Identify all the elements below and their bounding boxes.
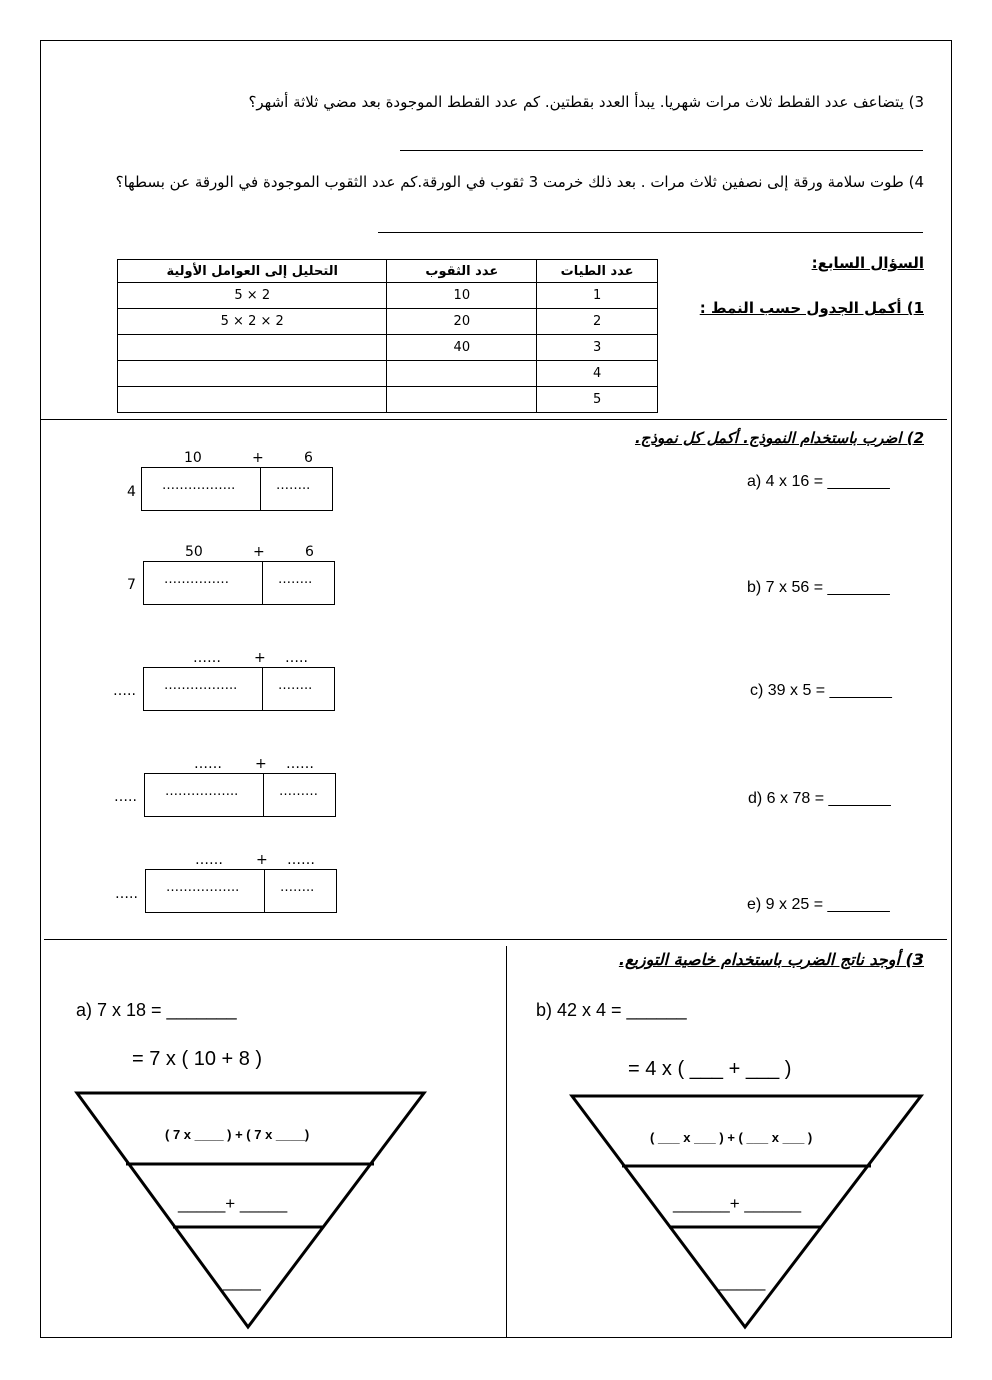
model-side: 4 <box>127 484 136 500</box>
question-2-title: 2) اضرب باستخدام النموذج. أكمل كل نموذج. <box>634 429 924 447</box>
cell-folds: 2 <box>537 309 658 335</box>
model-equation[interactable]: b) 7 x 56 = _______ <box>747 579 890 596</box>
model-cell-left[interactable]: …………….. <box>166 880 240 895</box>
distribution-b-row-3[interactable]: _____ <box>718 1272 766 1291</box>
model-side[interactable]: ….. <box>115 886 138 902</box>
model-plus: + <box>256 852 268 868</box>
distribution-b-row-2[interactable]: ______+ ______ <box>673 1194 802 1213</box>
question-3b-title: 3) أوجد ناتج الضرب باستخدام خاصية التوزيع. <box>618 950 924 969</box>
distribution-b-step[interactable]: = 4 x ( ___ + ___ ) <box>628 1058 792 1080</box>
model-cell-left[interactable]: …………….. <box>164 678 238 693</box>
model-equation[interactable]: e) 9 x 25 = _______ <box>747 896 890 913</box>
model-cell-right[interactable]: ……… <box>279 784 318 799</box>
distribution-a-row-1[interactable]: ( 7 x ____ ) + ( 7 x ____) <box>165 1127 310 1142</box>
cell-holes: 10 <box>387 283 537 309</box>
distribution-b-equation[interactable]: b) 42 x 4 = ______ <box>536 1000 687 1020</box>
cell-factorization: 2 × 2 × 5 <box>118 309 387 335</box>
model-top-left[interactable]: …… <box>195 852 223 868</box>
model-cell-right[interactable]: …….. <box>280 880 315 895</box>
model-plus: + <box>254 650 266 666</box>
cell-folds: 3 <box>537 335 658 361</box>
question-4-text: 4) طوت سلامة ورقة إلى نصفين ثلاث مرات . بعد ذلك خرمت 3 ثقوب في الورقة.كم عدد الثقوب الموجودة في الورقة عن بسطها؟ <box>115 173 924 191</box>
model-side[interactable]: ….. <box>113 683 136 699</box>
distribution-a-equation[interactable]: a) 7 x 18 = _______ <box>76 1000 237 1020</box>
model-top-right: 6 <box>305 544 314 560</box>
model-top-right[interactable]: …… <box>287 852 315 868</box>
model-top-right[interactable]: ….. <box>285 650 308 666</box>
model-top-left[interactable]: …… <box>194 756 222 772</box>
model-equation[interactable]: d) 6 x 78 = _______ <box>748 790 891 807</box>
question-3-text: 3) يتضاعف عدد القطط ثلاث مرات شهريا. يبدأ العدد بقطتين. كم عدد القطط الموجودة بعد مضي ثلاثة أشهر؟ <box>248 93 924 111</box>
distribution-a-row-3[interactable]: ____ <box>223 1272 261 1291</box>
cell-folds: 5 <box>537 387 658 413</box>
cell-factorization: 2 × 5 <box>118 283 387 309</box>
model-side[interactable]: ….. <box>114 789 137 805</box>
cell-holes: 40 <box>387 335 537 361</box>
model-equation[interactable]: a) 4 x 16 = _______ <box>747 473 890 490</box>
header-folds: عدد الطيات <box>537 260 658 283</box>
model-top-right[interactable]: …… <box>286 756 314 772</box>
model-cell-right[interactable]: …….. <box>278 572 313 587</box>
model-cell-right[interactable]: …….. <box>278 678 313 693</box>
cell-folds: 4 <box>537 361 658 387</box>
section-7-question-1: 1) أكمل الجدول حسب النمط : <box>699 299 924 317</box>
model-equation[interactable]: c) 39 x 5 = _______ <box>750 682 892 699</box>
model-plus: + <box>253 544 265 560</box>
model-top-left[interactable]: …… <box>193 650 221 666</box>
distribution-a-step: = 7 x ( 10 + 8 ) <box>132 1048 263 1070</box>
model-cell-left[interactable]: …………….. <box>165 784 239 799</box>
model-top-left: 10 <box>184 450 202 466</box>
header-factorization: التحليل إلى العوامل الأولية <box>118 260 387 283</box>
model-cell-left[interactable]: …………… <box>164 572 229 587</box>
model-side: 7 <box>127 577 136 593</box>
model-cell-left[interactable]: …………….. <box>162 478 236 493</box>
cell-folds: 1 <box>537 283 658 309</box>
distribution-a-row-2[interactable]: _____+ _____ <box>178 1194 288 1213</box>
model-plus: + <box>252 450 264 466</box>
model-top-right: 6 <box>304 450 313 466</box>
cell-holes: 20 <box>387 309 537 335</box>
section-7-title: السؤال السابع: <box>811 254 924 272</box>
model-plus: + <box>255 756 267 772</box>
model-cell-right[interactable]: …….. <box>276 478 311 493</box>
distribution-b-row-1[interactable]: ( ___ x ___ ) + ( ___ x ___ ) <box>650 1130 813 1145</box>
model-top-left: 50 <box>185 544 203 560</box>
header-holes: عدد الثقوب <box>387 260 537 283</box>
